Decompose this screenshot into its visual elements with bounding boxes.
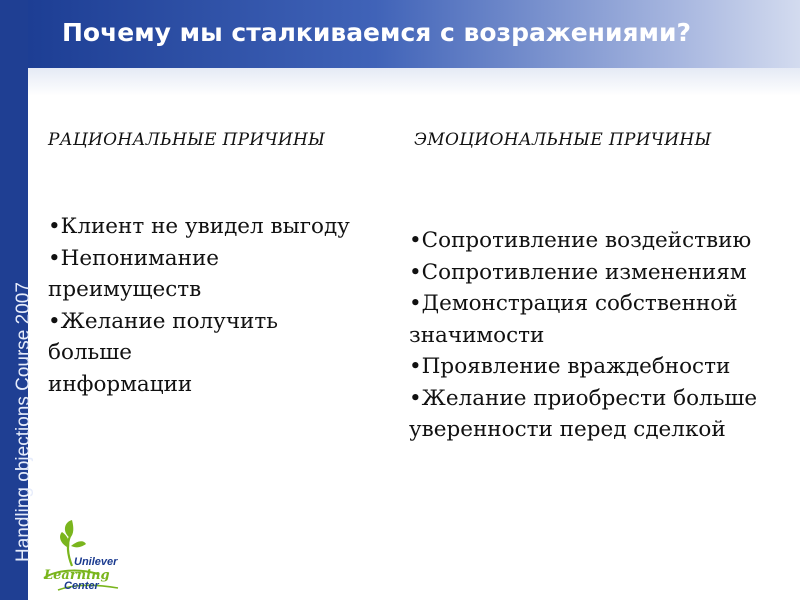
list-item: информации	[48, 371, 193, 397]
header-fade	[28, 68, 800, 96]
list-item: преимуществ	[48, 277, 202, 302]
list-item: •Сопротивление воздействию	[409, 228, 752, 253]
slide-title: Почему мы сталкиваемся с возражениями?	[62, 18, 691, 47]
list-item: •Демонстрация собственной	[409, 291, 738, 316]
course-label: Handling objections Course 2007	[13, 282, 34, 562]
list-item: •Сопротивление изменениям	[409, 259, 747, 285]
list-item: •Желание получить	[48, 308, 278, 334]
list-item: •Желание приобрести больше	[409, 385, 758, 411]
logo-line-3: Center	[64, 580, 99, 592]
list-item: значимости	[409, 322, 545, 348]
list-item: •Проявление враждебности	[409, 354, 731, 379]
emotional-list	[409, 225, 757, 446]
rational-heading: РАЦИОНАЛЬНЫЕ ПРИЧИНЫ	[48, 130, 326, 150]
emotional-heading: ЭМОЦИОНАЛЬНЫЕ ПРИЧИНЫ	[414, 130, 712, 150]
title-bar	[28, 0, 800, 68]
unilever-learning-center-logo	[38, 518, 124, 594]
rational-list	[48, 211, 350, 400]
vertical-sidebar	[0, 0, 34, 600]
list-item: •Клиент не увидел выгоду	[48, 214, 350, 239]
logo-line-2: Learning	[44, 568, 110, 583]
list-item: уверенности перед сделкой	[409, 417, 726, 442]
list-item: •Непонимание	[48, 245, 220, 271]
logo-line-1: Unilever	[74, 556, 118, 568]
list-item: больше	[48, 340, 132, 365]
